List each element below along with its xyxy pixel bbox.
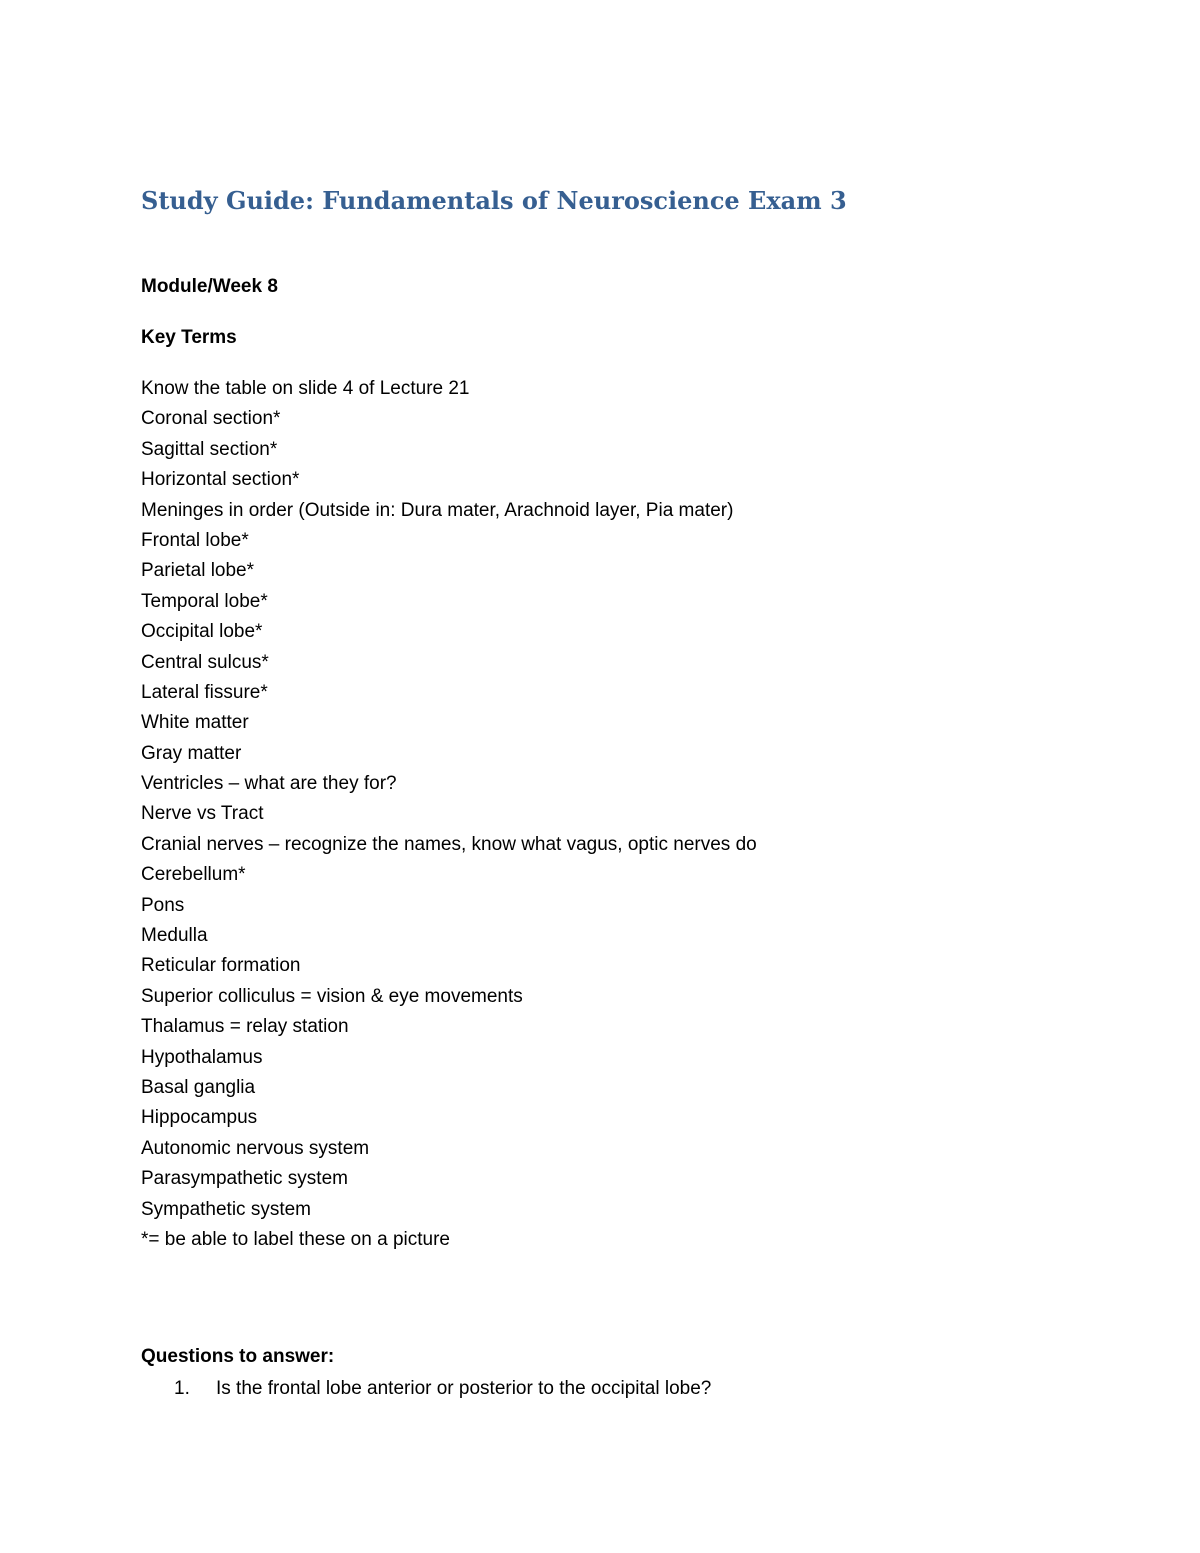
key-term-item: Central sulcus* <box>141 651 269 673</box>
key-term-item: Ventricles – what are they for? <box>141 773 397 795</box>
key-term-item: Gray matter <box>141 742 242 764</box>
key-term-item: Lateral fissure* <box>141 681 268 703</box>
key-term-item: Pons <box>141 894 185 916</box>
key-term-item: Superior colliculus = vision & eye movements <box>141 985 523 1007</box>
key-term-item: Parasympathetic system <box>141 1168 348 1190</box>
key-term-item: Sagittal section* <box>141 438 278 460</box>
key-term-item: Hypothalamus <box>141 1046 263 1068</box>
key-term-item: Cerebellum* <box>141 864 246 886</box>
key-term-item: Autonomic nervous system <box>141 1137 370 1159</box>
question-text: Is the frontal lobe anterior or posterior to the occipital lobe? <box>216 1378 712 1399</box>
key-terms-heading: Key Terms <box>141 327 237 348</box>
key-term-item: Medulla <box>141 925 208 947</box>
key-term-item: Meninges in order (Outside in: Dura mater, Arachnoid layer, Pia mater) <box>141 499 734 521</box>
key-term-item: Sympathetic system <box>141 1198 311 1220</box>
key-term-item: Nerve vs Tract <box>141 803 264 825</box>
page-title: Study Guide: Fundamentals of Neuroscience Exam 3 <box>141 186 847 215</box>
key-term-item: White matter <box>141 712 249 734</box>
question-number: 1. <box>174 1378 190 1399</box>
key-term-item: Know the table on slide 4 of Lecture 21 <box>141 378 470 399</box>
questions-heading: Questions to answer: <box>141 1346 335 1367</box>
key-term-item: Hippocampus <box>141 1107 258 1129</box>
key-term-item: Horizontal section* <box>141 469 300 491</box>
key-terms-list <box>141 376 757 1257</box>
key-term-item: Coronal section* <box>141 408 281 430</box>
key-term-item: Cranial nerves – recognize the names, know what vagus, optic nerves do <box>141 833 757 855</box>
key-term-item: Reticular formation <box>141 955 301 977</box>
module-heading: Module/Week 8 <box>141 276 278 297</box>
key-term-item: Temporal lobe* <box>141 590 268 612</box>
key-term-item: Parietal lobe* <box>141 560 255 582</box>
key-term-item: *= be able to label these on a picture <box>141 1228 450 1250</box>
key-term-item: Occipital lobe* <box>141 621 263 643</box>
key-term-item: Thalamus = relay station <box>141 1016 349 1038</box>
key-term-item: Frontal lobe* <box>141 529 249 551</box>
key-term-item: Basal ganglia <box>141 1076 256 1098</box>
